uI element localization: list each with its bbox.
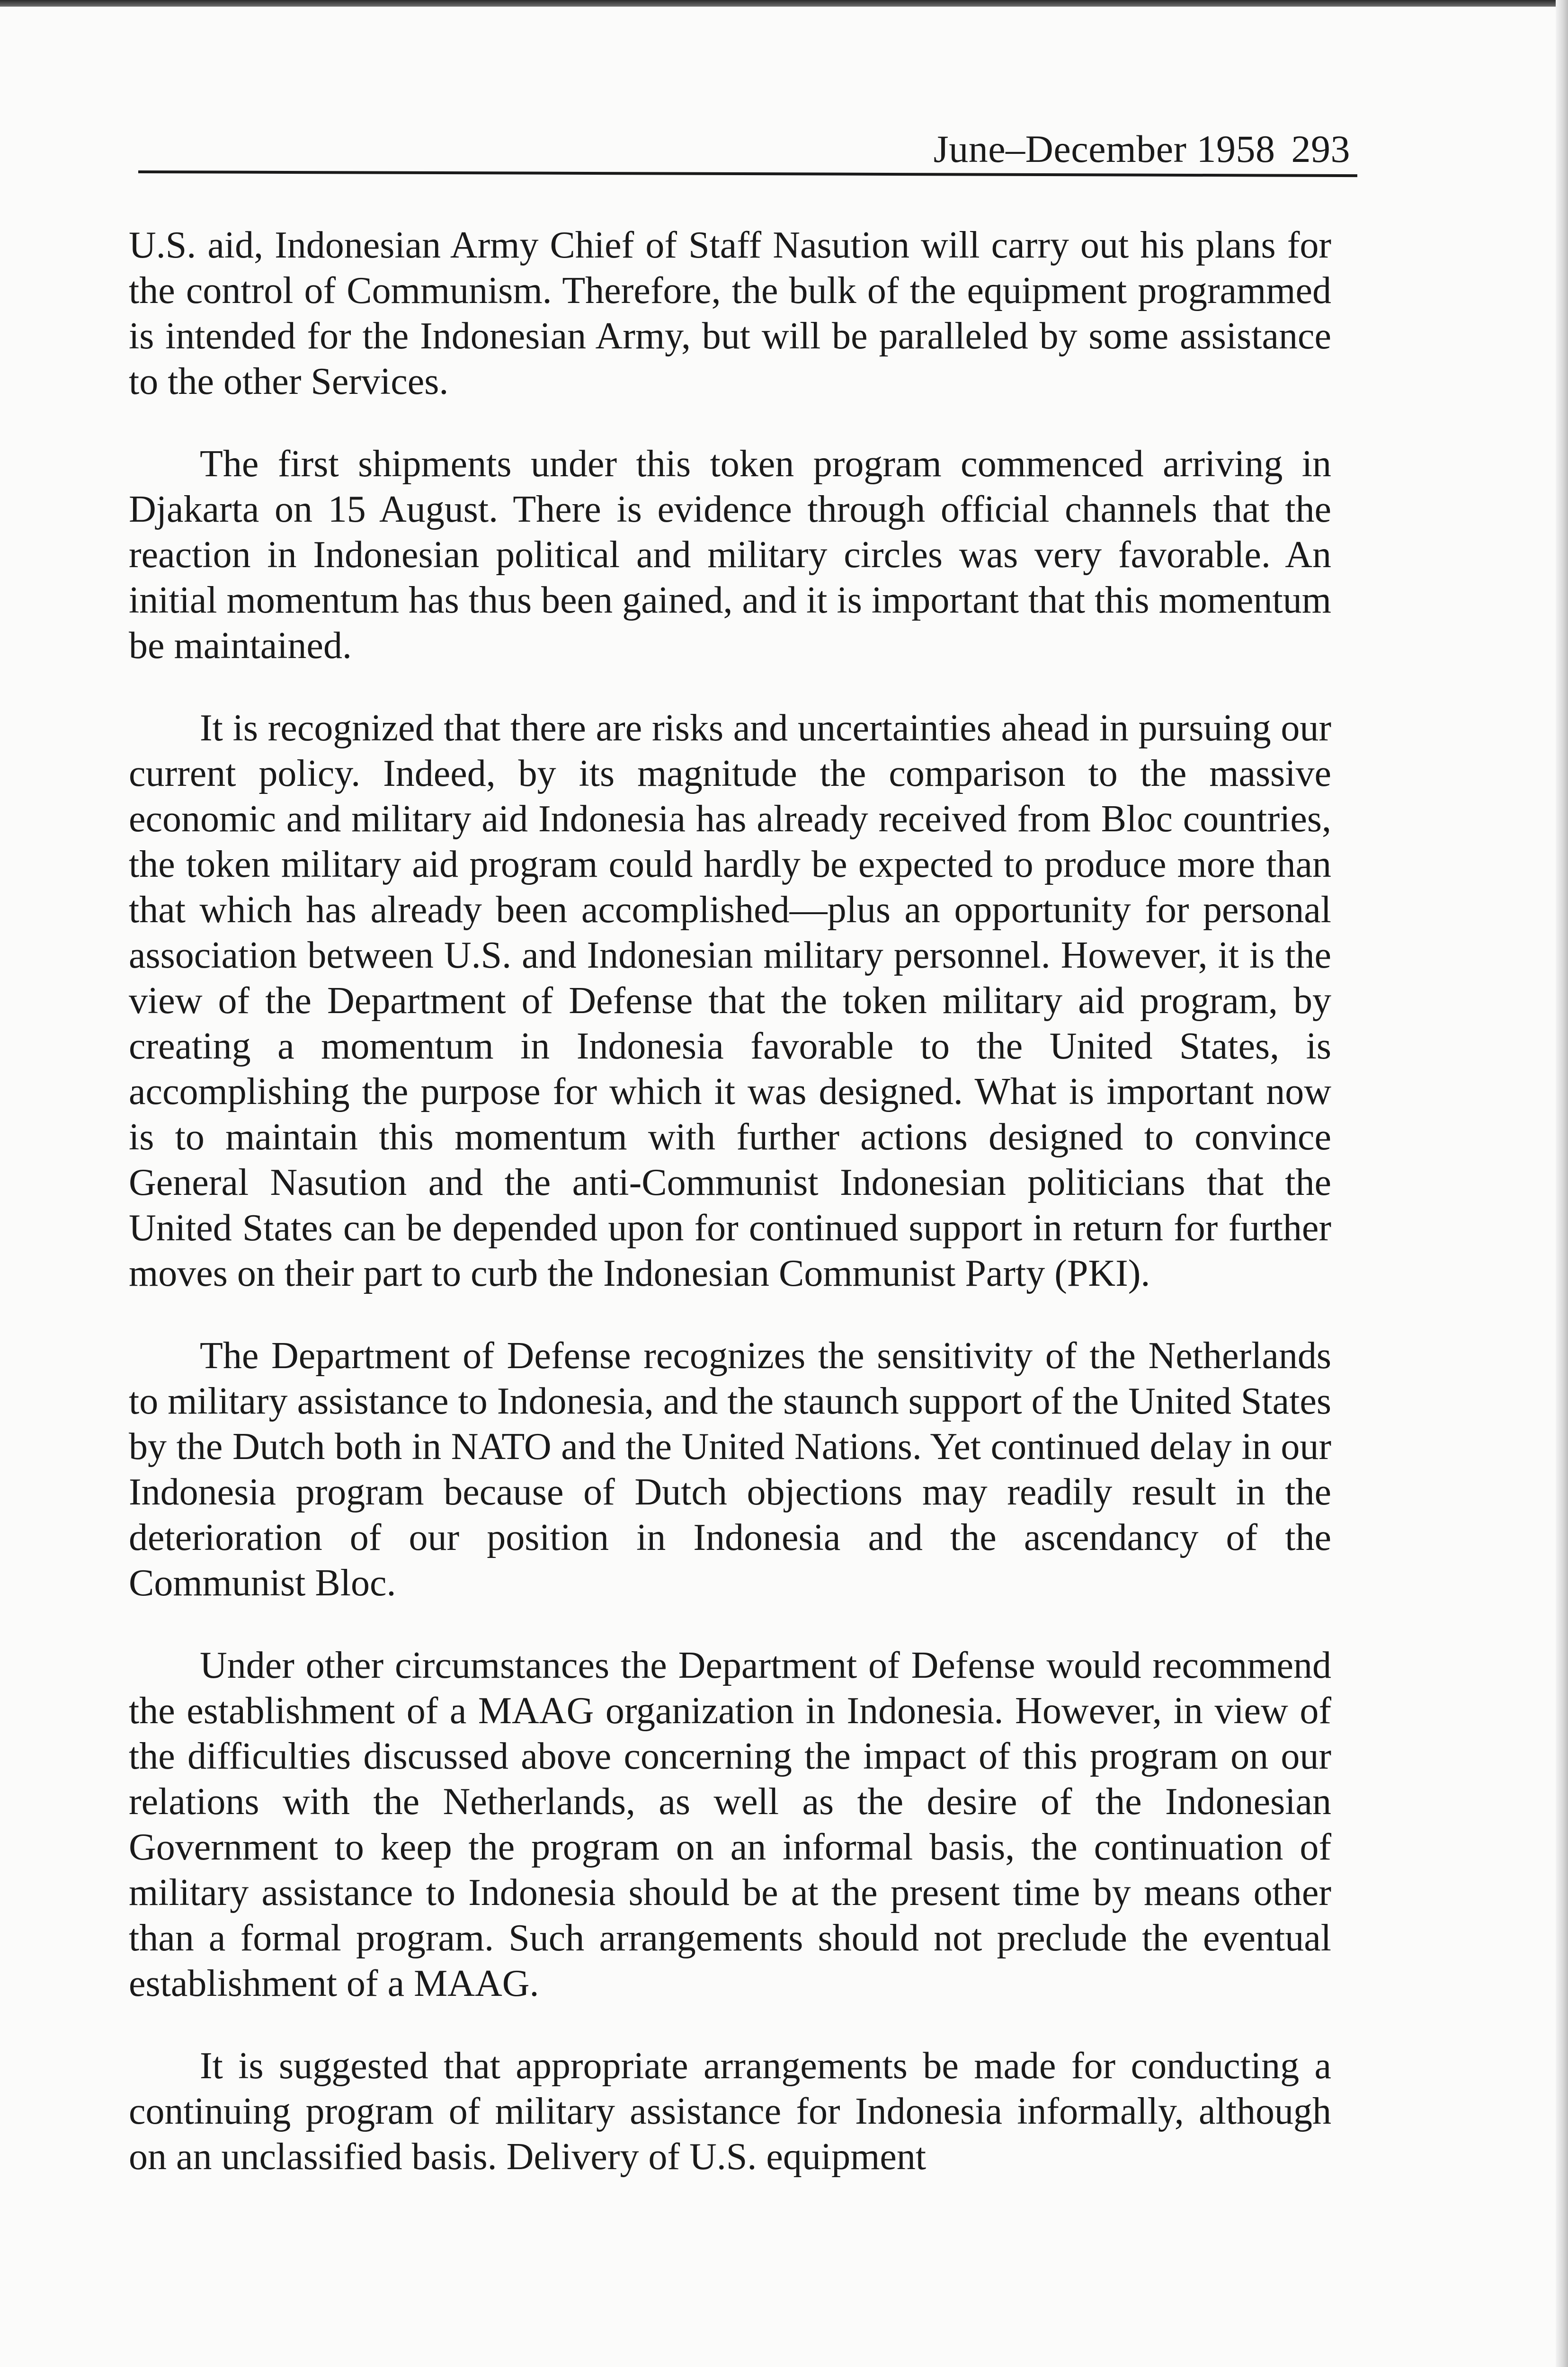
- header-rule: [138, 170, 1357, 177]
- running-title: June–December 1958: [933, 127, 1275, 170]
- paragraph: It is recognized that there are risks and uncertainties ahead in pursuing our current policy. Indeed, by its magnitude the comparison to the massive economic and military aid Indonesia has already received from Bloc countries, the token military aid program could hardly be expected to produce more than that which has already been accomplished—plus an opportunity for personal association between U.S. and Indonesian military personnel. However, it is the view of the Department of Defense that the token military aid program, by creating a momentum in Indonesia favorable to the United States, is accomplishing the purpose for which it was designed. What is important now is to maintain this momentum with further actions designed to convince General Nasution and the anti-Communist Indonesian politicians that the United States can be depended upon for continued support in return for further moves on their part to curb the Indonesian Communist Party (PKI).: [129, 707, 1331, 1294]
- body-text: [129, 222, 1331, 2180]
- paragraph-continued: U.S. aid, Indonesian Army Chief of Staff Nasution will carry out his plans for the control of Communism. Therefore, the bulk of the equipment programmed is intended for the Indonesian Army, but will be paralleled by some assistance to the other Services.: [129, 224, 1331, 402]
- paragraph: Under other circumstances the Department of Defense would recommend the establishment of a MAAG organization in Indonesia. However, in view of the difficulties discussed above concerning the impact of this program on our relations with the Netherlands, as well as the desire of the Indonesian Government to keep the program on an informal basis, the continuation of military assistance to Indonesia should be at the present time by means other than a formal program. Such arrangements should not preclude the eventual establishment of a MAAG.: [129, 1645, 1331, 2004]
- paragraph: The Department of Defense recognizes the sensitivity of the Netherlands to military assistance to Indonesia, and the staunch support of the United States by the Dutch both in NATO and the United Nations. Yet continued delay in our Indonesia program because of Dutch objections may readily result in the deterioration of our position in Indonesia and the ascendancy of the Communist Bloc.: [129, 1335, 1331, 1604]
- scan-right-edge: [1556, 0, 1568, 2367]
- scan-top-edge: [0, 0, 1568, 7]
- paragraph: It is suggested that appropriate arrangements be made for conducting a continuing program of military assistance for Indonesia informally, although on an unclassified basis. Delivery of U.S. equipment: [129, 2045, 1331, 2178]
- page-number: 293: [1291, 127, 1350, 170]
- paragraph: The first shipments under this token program commenced arriving in Djakarta on 15 August. There is evidence through official channels that the reaction in Indonesian political and military circles was very favorable. An initial momentum has thus been gained, and it is important that this momentum be maintained.: [129, 443, 1331, 667]
- running-head: [934, 127, 1350, 171]
